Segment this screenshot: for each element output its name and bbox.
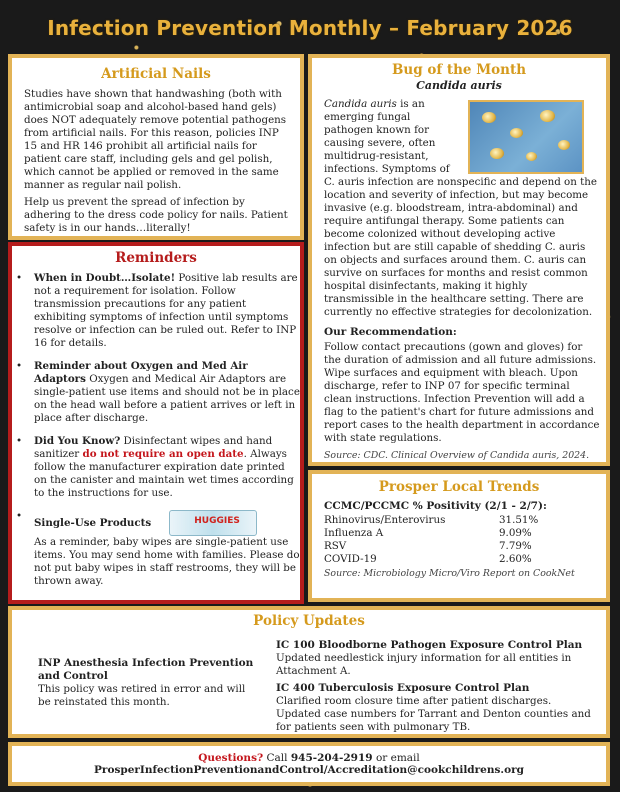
contact-footer [8,742,610,786]
reminder-text: Positive lab results are not a requirement for isolation. Follow transmission precautions for any patient exhibiting symptoms of infection until symptoms resolve or infection can be ruled out. Refer to INP 16 for details. [34,272,298,349]
pathogen-name: RSV [324,540,347,552]
bug-of-the-month-section [308,54,610,466]
or-email-text: or email [372,752,420,764]
section-title: Reminders [115,250,197,266]
huggies-logo-text: HUGGIES [194,516,240,526]
bug-name: Candida auris [416,79,502,92]
positivity-value: 9.09% [499,527,532,539]
reminder-text: . Always follow the manufacturer expiration date printed on the canister and maintain wet times according to the instructions for use. [34,448,294,499]
section-title: Policy Updates [253,613,365,629]
recommendation-heading: Our Recommendation: [324,326,457,338]
list-item [26,435,300,500]
list-item [26,272,300,350]
newsletter-title: Infection Prevention Monthly – February 2026 [47,16,573,40]
section-title: Artificial Nails [101,66,211,82]
table-row [324,514,559,527]
reminder-heading: Single-Use Products [34,517,152,529]
huggies-wipes-image [169,510,257,536]
reminders-section [8,242,304,604]
bug-name-inline: Candida auris [324,98,397,110]
reminder-highlight: do not require an open date [82,448,244,460]
list-item [26,360,300,425]
artificial-nails-section [8,54,304,240]
phone-number[interactable]: 945-204-2919 [290,752,373,764]
policy-item [38,657,254,709]
table-row [324,540,559,553]
nails-closing-paragraph: Help us prevent the spread of infection by adhering to the dress code policy for nails. Patient safety is in our hands…literally! [24,196,288,234]
bug-description [324,98,600,319]
list-item [26,510,300,588]
reminder-heading: Reminder about Oxygen and Med Air Adaptors [34,360,248,385]
pathogen-name: Influenza A [324,527,384,539]
reminder-heading: Did You Know? [34,435,121,447]
policy-text: Updated needlestick injury information for all entities in Attachment A. [276,652,572,677]
nails-paragraph: Studies have shown that handwashing (both with antimicrobial soap and alcohol-based hand gels) does NOT adequately remove potential pathogens from artificial nails. For this reason, policies INP 15 and HR 146 prohibit all artificial nails for patient care staff, including gels and gel polish, which cannot be applied or removed in the same manner as regular nail polish. [24,88,287,191]
bug-source: Source: CDC. Clinical Overview of Candida auris, 2024. [324,450,590,461]
reminder-text: Disinfectant wipes and hand sanitizer [34,435,273,460]
local-trends-section [308,470,610,602]
pathogen-name: Rhinovirus/Enterovirus [324,514,446,526]
policy-title: IC 400 Tuberculosis Exposure Control Plan [276,682,530,694]
policy-title: INP Anesthesia Infection Prevention and Control [38,657,254,682]
positivity-table [324,514,559,566]
section-title: Prosper Local Trends [378,479,540,495]
contact-line [12,752,606,764]
trends-source: Source: Microbiology Micro/Viro Report on CookNet [324,568,575,579]
table-row [324,527,559,540]
contact-email[interactable]: ProsperInfectionPreventionandControl/Accreditation@cookchildrens.org [94,764,524,776]
reminder-text: Oxygen and Medical Air Adaptors are single-patient use items and should not be in place on the head wall before a patient arrives or left in place after discharge. [34,373,300,424]
questions-label: Questions? [198,752,264,764]
policy-list [276,635,592,734]
reminder-text: As a reminder, baby wipes are single-patient use items. You may send home with families. Please do not put baby wipes in staff restrooms, they will be thrown away. [34,536,300,587]
positivity-value: 31.51% [499,514,539,526]
recommendation-text: Follow contact precautions (gown and gloves) for the duration of admission and all future admissions. Wipe surfaces and equipment with bleach. Upon discharge, refer to INP 07 for specific terminal clean instructions. Infection Prevention will add a flag to the patient's chart for future admissions and report cases to the health department in accordance with state regulations. [324,341,600,444]
section-title: Bug of the Month [391,62,527,78]
bug-description-text: is an emerging fungal pathogen known for causing severe, often multidrug-resistant, infections. Symptoms of C. auris infection are nonspecific and depend on the location and severity of infection, but may become invasive (e.g. bloodstream, intra-abdominal) and require antifungal therapy. Some patients can become colonized without developing active infection but are still capable of shedding C. auris on objects and surfaces around them. C. auris can survive on surfaces for months and resist common hospital disinfectants, making it highly transmissible in the healthcare setting. There are currently no effective strategies for decolonization. [324,98,598,318]
policy-updates-section [8,606,610,738]
newsletter-header [0,0,620,52]
policy-title: IC 100 Bloodborne Pathogen Exposure Control Plan [276,639,583,651]
positivity-value: 7.79% [499,540,532,552]
positivity-value: 2.60% [499,553,532,565]
table-row [324,553,559,566]
recommendation-block [324,326,600,445]
policy-text: This policy was retired in error and will be reinstated this month. [38,683,246,708]
policy-text: Clarified room closure time after patient discharges. Updated case numbers for Tarrant and Denton counties and for patients seen with pulmonary TB. [276,695,591,733]
reminder-heading: When in Doubt…Isolate! [34,272,176,284]
positivity-heading: CCMC/PCCMC % Positivity (2/1 - 2/7): [324,500,547,512]
call-text: Call [263,752,291,764]
reminders-list [12,272,300,588]
pathogen-name: COVID-19 [324,553,377,565]
